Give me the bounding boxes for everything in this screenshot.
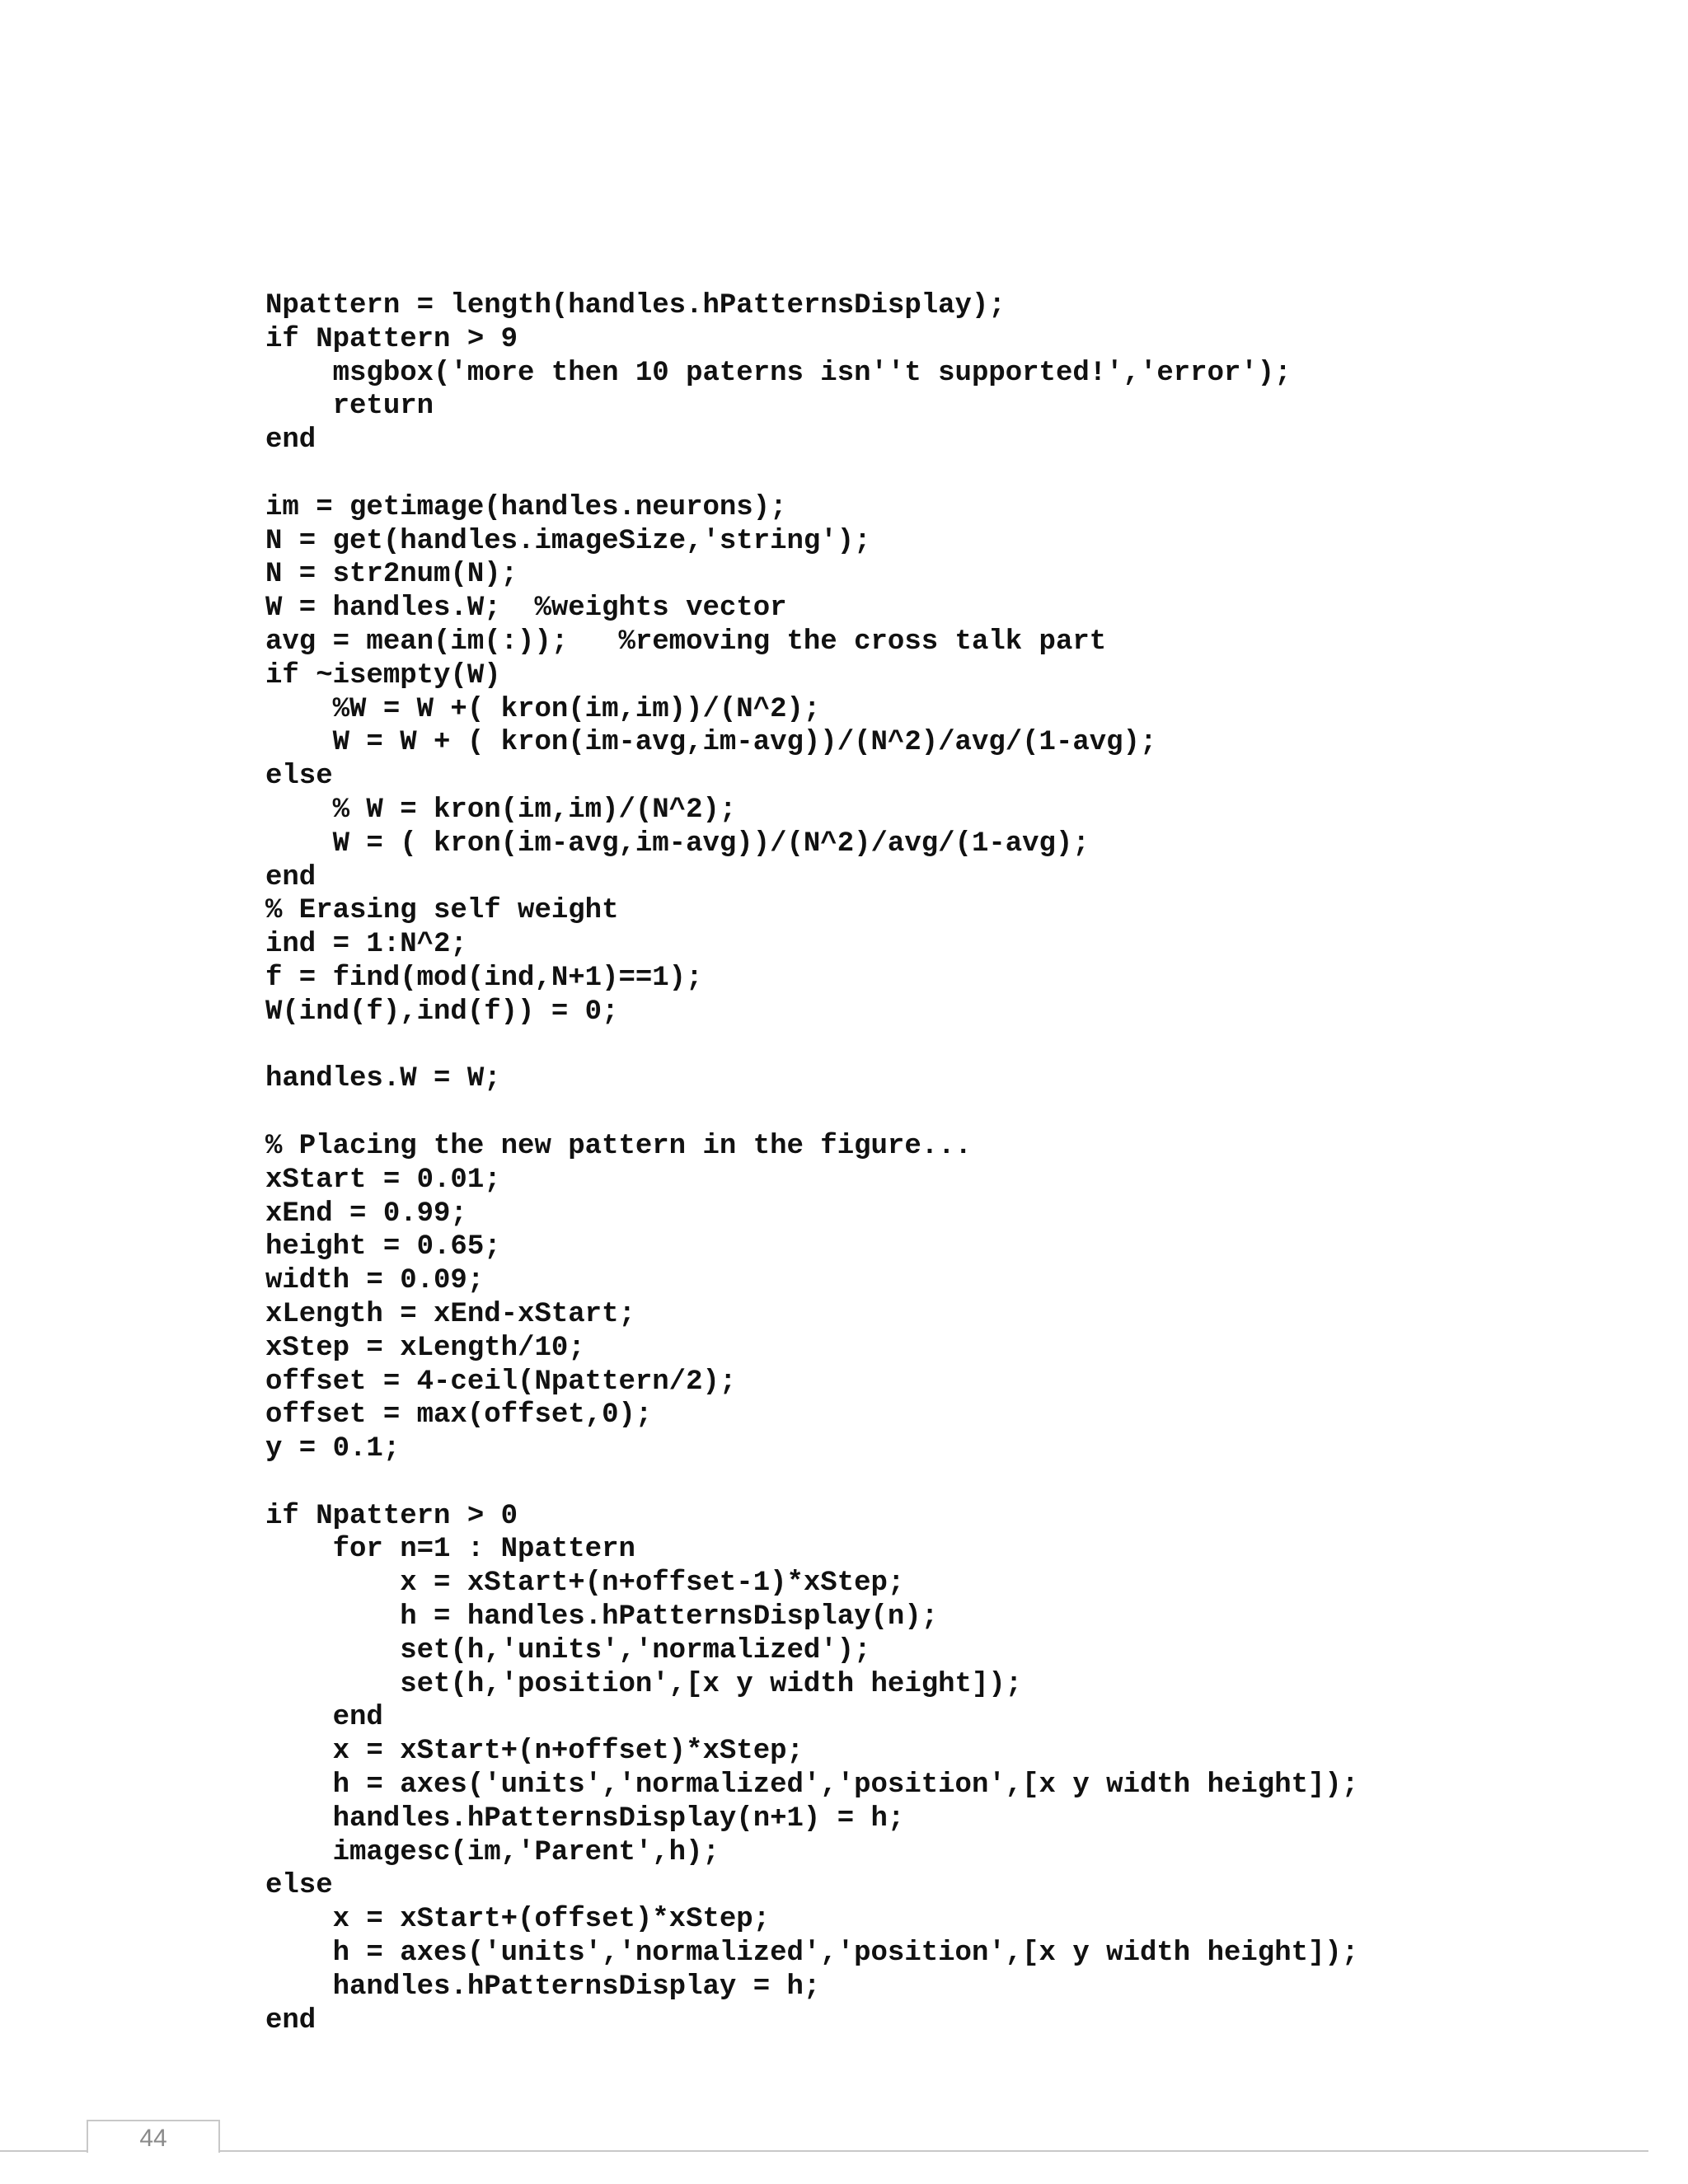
code-line bbox=[265, 457, 1358, 491]
code-line: x = xStart+(n+offset)*xStep; bbox=[265, 1736, 804, 1768]
code-line: handles.W = W; bbox=[265, 1063, 501, 1095]
code-line: end bbox=[265, 861, 316, 893]
code-line: handles.hPatternsDisplay = h; bbox=[265, 1971, 821, 2003]
code-line: W = ( kron(im-avg,im-avg))/(N^2)/avg/(1-avg); bbox=[265, 827, 1090, 860]
code-line: msgbox('more then 10 paterns isn''t supported!','error'); bbox=[265, 357, 1292, 389]
code-line bbox=[265, 1029, 1358, 1063]
code-line: W = W + ( kron(im-avg,im-avg))/(N^2)/avg/(1-avg); bbox=[265, 727, 1157, 759]
code-line: xEnd = 0.99; bbox=[265, 1197, 467, 1230]
footer-rule-left bbox=[0, 2150, 87, 2152]
code-line: xLength = xEnd-xStart; bbox=[265, 1298, 635, 1330]
code-line bbox=[265, 1096, 1358, 1130]
code-line: offset = max(offset,0); bbox=[265, 1399, 653, 1432]
code-line: imagesc(im,'Parent',h); bbox=[265, 1836, 720, 1868]
code-line: end bbox=[265, 1702, 383, 1734]
code-line: end bbox=[265, 2004, 316, 2036]
page-number: 44 bbox=[139, 2125, 167, 2152]
code-line: return bbox=[265, 391, 434, 423]
code-line: for n=1 : Npattern bbox=[265, 1534, 635, 1566]
code-line: %W = W +( kron(im,im))/(N^2); bbox=[265, 693, 821, 725]
code-line: set(h,'position',[x y width height]); bbox=[265, 1668, 1023, 1700]
code-line: % Erasing self weight bbox=[265, 895, 619, 927]
code-line: y = 0.1; bbox=[265, 1433, 401, 1465]
code-line: if Npattern > 9 bbox=[265, 323, 518, 355]
code-line: else bbox=[265, 1870, 333, 1902]
code-line: h = handles.hPatternsDisplay(n); bbox=[265, 1601, 939, 1633]
code-line: N = str2num(N); bbox=[265, 559, 518, 591]
code-line: % W = kron(im,im)/(N^2); bbox=[265, 794, 737, 826]
code-line: ind = 1:N^2; bbox=[265, 929, 467, 961]
code-line: set(h,'units','normalized'); bbox=[265, 1634, 871, 1666]
code-line: if ~isempty(W) bbox=[265, 659, 501, 691]
code-line: offset = 4-ceil(Npattern/2); bbox=[265, 1366, 737, 1398]
code-line: f = find(mod(ind,N+1)==1); bbox=[265, 962, 703, 994]
code-line: if Npattern > 0 bbox=[265, 1500, 518, 1532]
code-line: xStart = 0.01; bbox=[265, 1164, 501, 1196]
footer-rule-right bbox=[218, 2150, 1648, 2152]
code-line: width = 0.09; bbox=[265, 1265, 485, 1297]
code-line: x = xStart+(offset)*xStep; bbox=[265, 1904, 771, 1936]
code-line: % Placing the new pattern in the figure... bbox=[265, 1130, 972, 1162]
code-line: height = 0.65; bbox=[265, 1231, 501, 1263]
code-line: N = get(handles.imageSize,'string'); bbox=[265, 525, 871, 557]
code-line: W(ind(f),ind(f)) = 0; bbox=[265, 996, 619, 1028]
code-line: else bbox=[265, 761, 333, 793]
code-line: im = getimage(handles.neurons); bbox=[265, 491, 787, 523]
code-line: x = xStart+(n+offset-1)*xStep; bbox=[265, 1568, 905, 1600]
code-line: Npattern = length(handles.hPatternsDisplay); bbox=[265, 290, 1006, 321]
code-line: avg = mean(im(:)); %removing the cross talk part bbox=[265, 626, 1107, 658]
code-listing bbox=[265, 289, 1358, 2037]
code-line: h = axes('units','normalized','position',[x y width height]); bbox=[265, 1769, 1359, 1802]
code-line: xStep = xLength/10; bbox=[265, 1332, 585, 1364]
code-line: end bbox=[265, 424, 316, 457]
code-line: W = handles.W; %weights vector bbox=[265, 593, 787, 625]
code-line: handles.hPatternsDisplay(n+1) = h; bbox=[265, 1802, 905, 1835]
code-line: h = axes('units','normalized','position',[x y width height]); bbox=[265, 1938, 1359, 1970]
code-line bbox=[265, 1466, 1358, 1500]
